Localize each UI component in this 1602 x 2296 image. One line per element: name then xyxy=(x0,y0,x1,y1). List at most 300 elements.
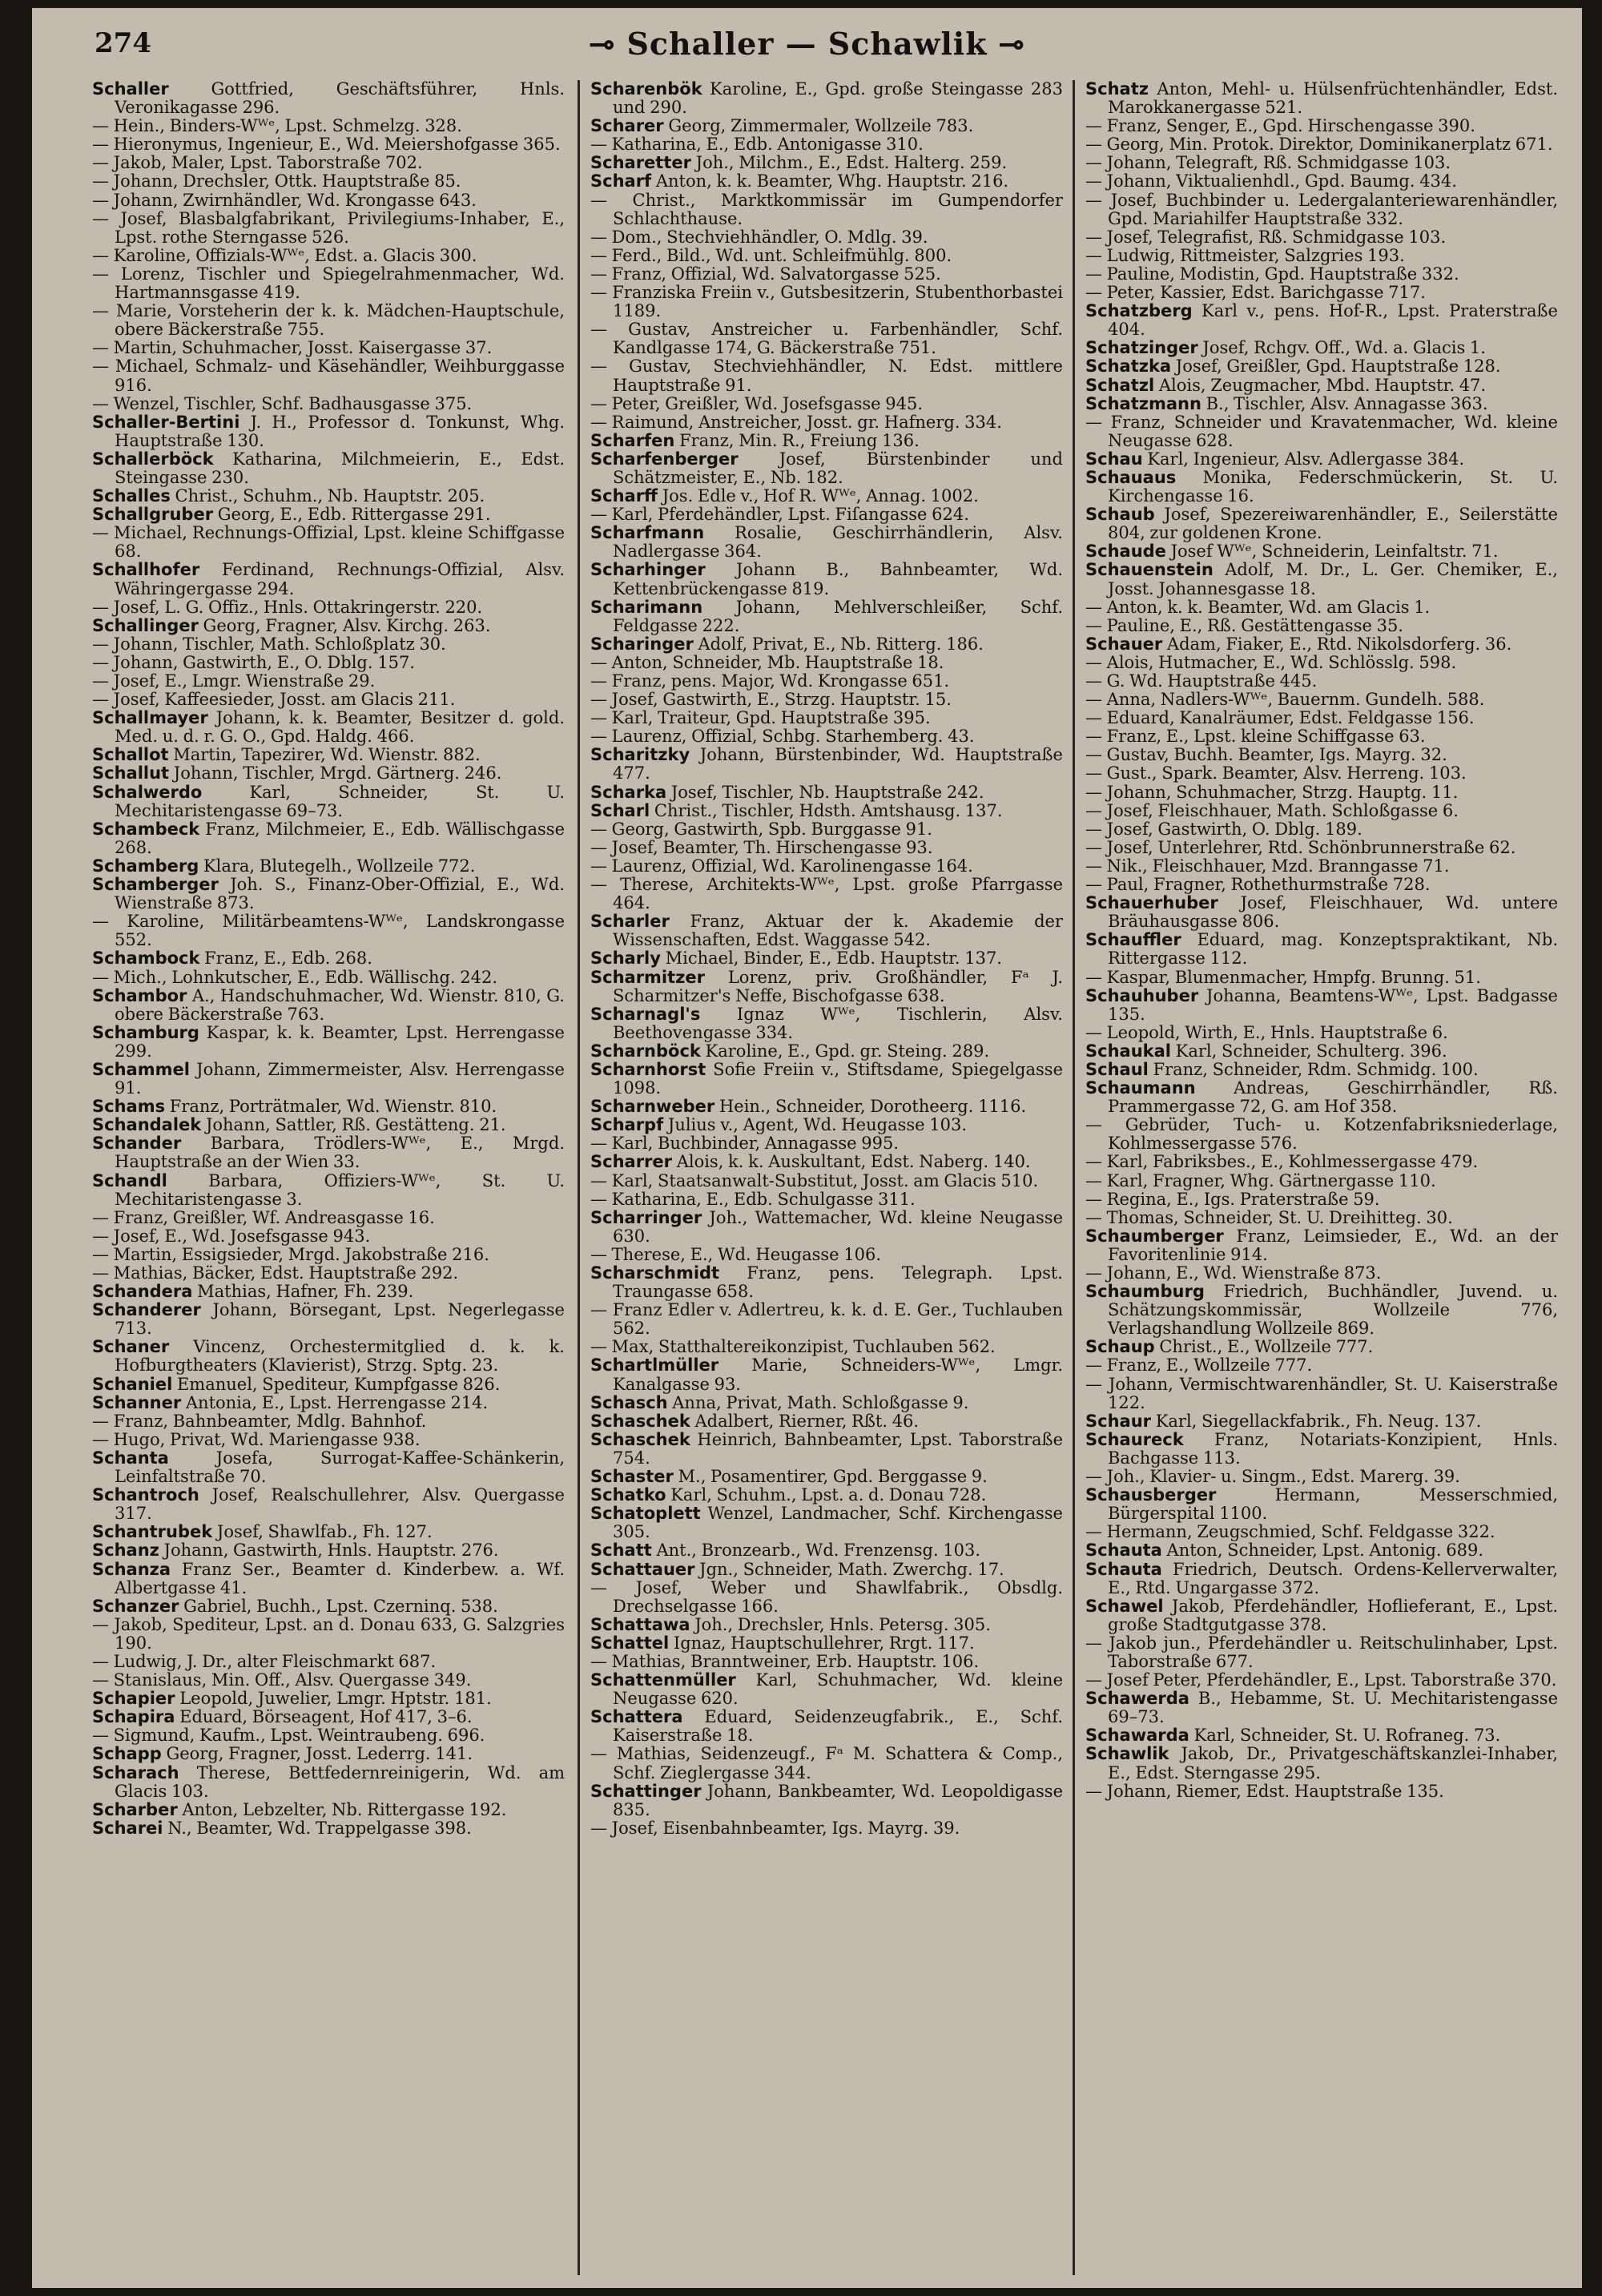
entry-surname: Schams xyxy=(92,1097,166,1117)
directory-entry xyxy=(1085,1172,1558,1190)
directory-entry xyxy=(92,1616,565,1653)
entry-details: Adam, Fiaker, E., Rtd. Nikolsdorferg. 36. xyxy=(1162,634,1512,654)
entry-details: — Thomas, Schneider, St. U. Dreihitteg. 30. xyxy=(1085,1207,1453,1227)
entry-surname: Schartlmüller xyxy=(590,1355,719,1376)
entry-details: Lorenz, priv. Großhändler, Fᵃ J. Scharmitzer's Neffe, Bischofgasse 638. xyxy=(613,967,1063,1005)
entry-details: Antonia, E., Lpst. Herrengasse 214. xyxy=(181,1392,489,1412)
directory-entry xyxy=(590,1653,1063,1671)
entry-details: — Josef, L. G. Offiz., Hnls. Ottakringerstr. 220. xyxy=(92,597,483,617)
entry-surname: Schandl xyxy=(92,1170,167,1190)
entry-details: — Paul, Fragner, Rothethurmstraße 728. xyxy=(1085,875,1431,895)
directory-entry xyxy=(92,783,565,820)
directory-entry xyxy=(590,265,1063,284)
entry-details: — Anna, Nadlers-Wᵂᵉ, Bauernm. Gundelh. 588. xyxy=(1085,690,1485,710)
directory-entry xyxy=(590,1504,1063,1541)
directory-entry xyxy=(92,1394,565,1412)
directory-entry xyxy=(1085,1486,1558,1523)
directory-entry xyxy=(1085,672,1558,691)
entry-details: Hermann, Messerschmied, Bürgerspital 1100. xyxy=(1108,1485,1558,1524)
directory-entry xyxy=(590,1301,1063,1338)
directory-entry xyxy=(590,1745,1063,1782)
entry-surname: Schawlik xyxy=(1085,1744,1169,1764)
directory-entry xyxy=(1085,1042,1558,1061)
entry-details: Eduard, Börseagent, Hof 417, 3–6. xyxy=(175,1707,473,1727)
entry-surname: Schatzka xyxy=(1085,356,1172,377)
entry-details: Johann, Zimmermeister, Alsv. Herrengasse 91. xyxy=(115,1059,565,1098)
entry-details: Georg, E., Edb. Rittergasse 291. xyxy=(213,505,491,525)
directory-entry xyxy=(590,876,1063,912)
entry-details: Heinrich, Bahnbeamter, Lpst. Taborstraße 754. xyxy=(613,1429,1063,1468)
directory-entry xyxy=(590,1708,1063,1745)
entry-surname: Schantrubek xyxy=(92,1522,213,1542)
entry-surname: Schaller xyxy=(92,80,169,99)
entry-surname: Schaner xyxy=(92,1337,170,1357)
directory-entry xyxy=(590,506,1063,524)
directory-entry xyxy=(92,339,565,357)
entry-details: Jos. Edle v., Hof R. Wᵂᵉ, Annag. 1002. xyxy=(658,486,979,506)
directory-entry xyxy=(1085,1264,1558,1283)
entry-details: Georg, Fragner, Josst. Lederrg. 141. xyxy=(161,1744,473,1764)
directory-entry xyxy=(92,1227,565,1246)
entry-details: — Franz, Offizial, Wd. Salvatorgasse 525. xyxy=(590,264,941,284)
column-divider xyxy=(1073,80,1075,2275)
directory-entry xyxy=(92,172,565,191)
directory-entry xyxy=(590,1061,1063,1098)
entry-surname: Schammel xyxy=(92,1059,190,1079)
entry-surname: Schanta xyxy=(92,1448,169,1468)
directory-entry xyxy=(590,432,1063,450)
entry-details: Marie, Schneiders-Wᵂᵉ, Lmgr. Kanalgasse 93. xyxy=(613,1355,1063,1394)
directory-entry xyxy=(1085,395,1558,413)
entry-details: Kaspar, k. k. Beamter, Lpst. Herrengasse 299. xyxy=(115,1022,565,1061)
directory-entry xyxy=(92,1801,565,1819)
entry-details: Rosalie, Geschirrhändlerin, Alsv. Nadlergasse 364. xyxy=(613,523,1063,562)
directory-entry xyxy=(92,1301,565,1338)
entry-details: — Gustav, Stechviehhändler, N. Edst. mittlere Hauptstraße 91. xyxy=(590,356,1063,395)
entry-details: — Johann, E., Wd. Wienstraße 873. xyxy=(1085,1263,1382,1283)
entry-details: — Josef, Buchbinder u. Ledergalanteriewarenhändler, Gpd. Mariahilfer Hauptstraße 332. xyxy=(1085,190,1558,228)
directory-entry xyxy=(92,969,565,987)
page-number: 274 xyxy=(95,27,151,59)
entry-details: Adolf, Privat, E., Nb. Ritterg. 186. xyxy=(693,634,984,654)
entry-surname: Schanzer xyxy=(92,1596,179,1616)
directory-entry xyxy=(590,1468,1063,1486)
entry-details: B., Tischler, Alsv. Annagasse 363. xyxy=(1201,393,1488,413)
directory-entry xyxy=(1085,377,1558,395)
entry-details: — Franziska Freiin v., Gutsbesitzerin, Stubenthorbastei 1189. xyxy=(590,283,1063,321)
entry-details: Christ., Tischler, Hdsth. Amtshausg. 137. xyxy=(650,800,1003,820)
entry-details: — Dom., Stechviehhändler, O. Mdlg. 39. xyxy=(590,227,928,247)
entry-details: — Franz, Greißler, Wf. Andreasgasse 16. xyxy=(92,1207,435,1227)
entry-surname: Schamberg xyxy=(92,856,199,876)
entry-surname: Scharer xyxy=(590,116,664,136)
entry-surname: Schanner xyxy=(92,1392,182,1412)
directory-page xyxy=(32,8,1582,2288)
entry-details: — Josef, Gastwirth, O. Dblg. 189. xyxy=(1085,819,1363,839)
entry-surname: Schallot xyxy=(92,745,169,765)
entry-details: Ferdinand, Rechnungs-Offizial, Alsv. Währingergasse 294. xyxy=(115,560,565,598)
entry-details: — Josef, E., Lmgr. Wienstraße 29. xyxy=(92,671,376,691)
directory-entry xyxy=(92,1338,565,1375)
directory-entry xyxy=(1085,1782,1558,1801)
directory-entry xyxy=(92,987,565,1024)
directory-entry xyxy=(590,395,1063,413)
directory-entry xyxy=(590,1431,1063,1468)
directory-entry xyxy=(1085,357,1558,376)
directory-entry xyxy=(1085,191,1558,228)
entry-surname: Schallinger xyxy=(92,615,199,635)
entry-details: Josef, Tischler, Nb. Hauptstraße 242. xyxy=(666,782,984,802)
directory-entry xyxy=(92,561,565,598)
entry-details: — Lorenz, Tischler und Spiegelrahmenmacher, Wd. Hartmannsgasse 419. xyxy=(92,264,565,303)
entry-surname: Scharringer xyxy=(590,1207,702,1227)
entry-details: — Josef Peter, Pferdehändler, E., Lpst. Taborstraße 370. xyxy=(1085,1670,1557,1690)
entry-details: Karl, Schuhmacher, Wd. kleine Neugasse 620. xyxy=(613,1670,1063,1709)
directory-entry xyxy=(1085,617,1558,635)
entry-details: — Therese, E., Wd. Heugasse 106. xyxy=(590,1244,882,1264)
running-head: ⊸ Schaller — Schawlik ⊸ xyxy=(589,26,1025,62)
entry-surname: Schandalek xyxy=(92,1115,202,1135)
entry-details: Johann, Bürstenbinder, Wd. Hauptstraße 477. xyxy=(613,745,1063,783)
directory-entry xyxy=(590,1005,1063,1042)
entry-details: — Joh., Klavier- u. Singm., Edst. Marerg. 39. xyxy=(1085,1467,1460,1487)
directory-entry xyxy=(92,1412,565,1431)
entry-surname: Schatz xyxy=(1085,80,1149,99)
entry-details: — Johann, Gastwirth, E., O. Dblg. 157. xyxy=(92,652,415,672)
entry-surname: Schauaus xyxy=(1085,467,1177,487)
directory-entry xyxy=(590,635,1063,654)
entry-details: Johann, Mehlverschleißer, Schf. Feldgasse 222. xyxy=(613,597,1063,635)
entry-surname: Schalles xyxy=(92,486,171,506)
directory-entry xyxy=(92,1061,565,1098)
entry-surname: Schallhofer xyxy=(92,560,200,580)
directory-entry xyxy=(590,561,1063,598)
entry-surname: Scharetter xyxy=(590,153,691,173)
entry-details: Katharina, Milchmeierin, E., Edst. Steingasse 230. xyxy=(115,449,565,487)
entry-surname: Scharfmann xyxy=(590,523,705,543)
entry-surname: Schattinger xyxy=(590,1781,702,1801)
entry-surname: Scharschmidt xyxy=(590,1263,720,1283)
entry-details: Franz Ser., Beamter d. Kinderbew. a. Wf. Albertgasse 41. xyxy=(115,1559,565,1597)
entry-details: — Mich., Lohnkutscher, E., Edb. Wällischg. 242. xyxy=(92,967,498,987)
entry-surname: Schaul xyxy=(1085,1059,1149,1079)
directory-entry xyxy=(92,487,565,506)
entry-details: — Mathias, Branntweiner, Erb. Hauptstr. 106. xyxy=(590,1651,980,1671)
entry-details: Ignaz, Hauptschullehrer, Rrgt. 117. xyxy=(669,1633,975,1653)
directory-entry xyxy=(1085,1356,1558,1375)
directory-entry xyxy=(1085,635,1558,654)
entry-details: — Pauline, Modistin, Gpd. Hauptstraße 332. xyxy=(1085,264,1459,284)
entry-details: — Eduard, Kanalräumer, Edst. Feldgasse 156. xyxy=(1085,708,1475,728)
entry-details: Georg, Fragner, Alsv. Kirchg. 263. xyxy=(198,615,491,635)
entry-surname: Schauer xyxy=(1085,634,1163,654)
entry-surname: Schaller-Bertini xyxy=(92,412,240,432)
entry-details: Josef, Rchgv. Off., Wd. a. Glacis 1. xyxy=(1197,338,1486,358)
entry-details: — Ferd., Bild., Wd. unt. Schleifmühlg. 800. xyxy=(590,245,952,265)
directory-entry xyxy=(92,1264,565,1283)
entry-details: Franz, Leimsieder, E., Wd. an der Favoritenlinie 914. xyxy=(1108,1226,1558,1264)
entry-details: — Gustav, Anstreicher u. Farbenhändler, Schf. Kandlgasse 174, G. Bäckerstraße 751. xyxy=(590,320,1063,358)
directory-entry xyxy=(92,1690,565,1708)
entry-surname: Schaschek xyxy=(590,1411,690,1431)
directory-entry xyxy=(590,839,1063,857)
directory-entry xyxy=(92,1449,565,1486)
entry-details: Johann, Börsegant, Lpst. Negerlegasse 713. xyxy=(115,1300,565,1339)
directory-entry xyxy=(1085,1116,1558,1153)
directory-entry xyxy=(92,1597,565,1616)
entry-details: Georg, Zimmermaler, Wollzeile 783. xyxy=(663,116,974,136)
entry-details: — Gust., Spark. Beamter, Alsv. Herreng. 103. xyxy=(1085,763,1467,783)
directory-entry xyxy=(590,357,1063,394)
directory-entry xyxy=(92,1708,565,1726)
entry-details: — Regina, E., Igs. Praterstraße 59. xyxy=(1085,1189,1380,1209)
entry-details: — Georg, Gastwirth, Spb. Burggasse 91. xyxy=(590,819,932,839)
entry-surname: Schawarda xyxy=(1085,1726,1189,1746)
entry-details: Eduard, Seidenzeugfabrik., E., Schf. Kaiserstraße 18. xyxy=(613,1707,1063,1746)
directory-entry xyxy=(1085,857,1558,876)
entry-details: Josef, Spezereiwarenhändler, E., Seilerstätte 804, zur goldenen Krone. xyxy=(1108,505,1558,543)
directory-entry xyxy=(590,1616,1063,1634)
entry-details: Mathias, Hafner, Fh. 239. xyxy=(192,1282,414,1302)
entry-details: — Stanislaus, Min. Off., Alsv. Quergasse 349. xyxy=(92,1670,472,1690)
column-2 xyxy=(590,80,1063,2275)
column-3 xyxy=(1085,80,1558,2275)
entry-details: Josef, Bürstenbinder und Schätzmeister, E., Nb. 182. xyxy=(613,449,1063,487)
entry-details: — Georg, Min. Protok. Direktor, Dominikanerplatz 671. xyxy=(1085,135,1553,155)
directory-entry xyxy=(590,1671,1063,1708)
entry-details: Franz, Schneider, Rdm. Schmidg. 100. xyxy=(1148,1059,1479,1079)
entry-details: Eduard, mag. Konzeptspraktikant, Nb. Rittergasse 112. xyxy=(1108,930,1558,969)
entry-surname: Schanderer xyxy=(92,1300,201,1320)
entry-surname: Scharly xyxy=(590,949,661,969)
directory-entry xyxy=(590,1246,1063,1264)
directory-entry xyxy=(1085,1634,1558,1671)
directory-entry xyxy=(92,210,565,247)
directory-entry xyxy=(92,1561,565,1597)
entry-surname: Schapier xyxy=(92,1689,175,1709)
entry-surname: Scharpf xyxy=(590,1115,664,1135)
directory-entry xyxy=(1085,1412,1558,1431)
entry-details: Franz, Porträtmaler, Wd. Wienstr. 810. xyxy=(165,1097,497,1117)
directory-entry xyxy=(92,709,565,746)
entry-details: — Alois, Hutmacher, E., Wd. Schlösslg. 598. xyxy=(1085,652,1457,672)
entry-surname: Schausberger xyxy=(1085,1485,1217,1505)
entry-details: Martin, Tapezirer, Wd. Wienstr. 882. xyxy=(168,745,481,765)
entry-details: Jakob, Pferdehändler, Hoflieferant, E., Lpst. große Stadtgutgasse 378. xyxy=(1108,1596,1558,1634)
directory-entry xyxy=(1085,542,1558,561)
entry-details: Johann, Gastwirth, Hnls. Hauptstr. 276. xyxy=(159,1541,499,1561)
directory-entry xyxy=(92,876,565,912)
entry-surname: Schanz xyxy=(92,1541,159,1561)
directory-entry xyxy=(92,635,565,654)
directory-entry xyxy=(92,1541,565,1560)
entry-details: — Hein., Binders-Wᵂᵉ, Lpst. Schmelzg. 328. xyxy=(92,116,462,136)
directory-entry xyxy=(1085,450,1558,469)
entry-details: — Laurenz, Offizial, Wd. Karolinengasse 164. xyxy=(590,856,973,876)
entry-surname: Scharfen xyxy=(590,430,675,450)
directory-entry xyxy=(92,1653,565,1671)
page-header xyxy=(32,22,1582,70)
entry-details: Karl v., pens. Hof-R., Lpst. Praterstraße 404. xyxy=(1108,301,1558,340)
entry-details: Klara, Blutegelh., Wollzeile 772. xyxy=(199,856,476,876)
directory-entry xyxy=(1085,931,1558,968)
directory-entry xyxy=(590,1116,1063,1134)
entry-surname: Scharnhorst xyxy=(590,1059,706,1079)
directory-entry xyxy=(92,1246,565,1264)
directory-entry xyxy=(92,117,565,135)
entry-details: — Franz, E., Lpst. kleine Schiffgasse 63. xyxy=(1085,727,1426,747)
entry-details: — Pauline, E., Rß. Gestättengasse 35. xyxy=(1085,615,1403,635)
entry-details: Joh. S., Finanz-Ober-Offizial, E., Wd. Wienstraße 873. xyxy=(115,875,565,913)
entry-details: — Hieronymus, Ingenieur, E., Wd. Meiershofgasse 365. xyxy=(92,135,561,155)
entry-details: — Max, Statthaltereikonzipist, Tuchlauben 562. xyxy=(590,1337,996,1357)
entry-surname: Schaukal xyxy=(1085,1041,1171,1061)
entry-surname: Schallut xyxy=(92,763,170,783)
entry-surname: Schandera xyxy=(92,1282,193,1302)
directory-entry xyxy=(590,1819,1063,1838)
entry-details: A., Handschuhmacher, Wd. Wienstr. 810, G. obere Bäckerstraße 763. xyxy=(115,985,565,1024)
directory-entry xyxy=(92,1172,565,1209)
entry-details: M., Posamentirer, Gpd. Berggasse 9. xyxy=(673,1467,988,1487)
entry-details: — Ludwig, J. Dr., alter Fleischmarkt 687. xyxy=(92,1651,437,1671)
entry-details: — Katharina, E., Edb. Antonigasse 310. xyxy=(590,135,924,155)
directory-entry xyxy=(1085,969,1558,987)
entry-details: — Sigmund, Kaufm., Lpst. Weintraubeng. 696. xyxy=(92,1726,485,1746)
entry-details: Gabriel, Buchh., Lpst. Czerninq. 538. xyxy=(179,1596,498,1616)
directory-entry xyxy=(590,284,1063,320)
entry-surname: Schallgruber xyxy=(92,505,214,525)
directory-columns xyxy=(92,80,1558,2275)
directory-entry xyxy=(590,1782,1063,1819)
directory-entry xyxy=(92,413,565,450)
entry-details: — Josef, E., Wd. Josefsgasse 943. xyxy=(92,1226,371,1246)
entry-details: Gottfried, Geschäftsführer, Hnls. Veronikagasse 296. xyxy=(115,80,565,118)
entry-surname: Schaur xyxy=(1085,1411,1152,1431)
entry-surname: Schaster xyxy=(590,1467,674,1487)
entry-details: — Karl, Fragner, Whg. Gärtnergasse 110. xyxy=(1085,1170,1436,1190)
entry-details: Julius v., Agent, Wd. Heugasse 103. xyxy=(663,1115,968,1135)
directory-entry xyxy=(1085,1597,1558,1634)
directory-entry xyxy=(1085,228,1558,247)
entry-details: Friedrich, Deutsch. Ordens-Kellerverwalter, E., Rtd. Ungargasse 372. xyxy=(1108,1559,1558,1597)
directory-entry xyxy=(92,1671,565,1690)
directory-entry xyxy=(590,1579,1063,1616)
directory-entry xyxy=(590,654,1063,672)
directory-entry xyxy=(590,783,1063,802)
directory-entry xyxy=(92,302,565,339)
entry-details: — Johann, Drechsler, Ottk. Hauptstraße 85. xyxy=(92,171,461,191)
entry-surname: Schattera xyxy=(590,1707,683,1727)
entry-surname: Schauta xyxy=(1085,1541,1162,1561)
entry-details: B., Hebamme, St. U. Mechitaristengasse 69–73. xyxy=(1108,1689,1558,1727)
directory-entry xyxy=(1085,302,1558,339)
entry-details: — Johann, Viktualienhdl., Gpd. Baumg. 434. xyxy=(1085,171,1457,191)
directory-entry xyxy=(590,709,1063,727)
directory-entry xyxy=(590,820,1063,839)
entry-details: — Josef, Kaffeesieder, Josst. am Glacis 211. xyxy=(92,690,456,710)
directory-entry xyxy=(1085,764,1558,783)
entry-surname: Schattawa xyxy=(590,1614,690,1634)
directory-entry xyxy=(1085,709,1558,727)
entry-details: — Franz Edler v. Adlertreu, k. k. d. E. Ger., Tuchlauben 562. xyxy=(590,1300,1063,1339)
directory-entry xyxy=(1085,154,1558,172)
entry-details: — Johann, Riemer, Edst. Hauptstraße 135. xyxy=(1085,1781,1444,1801)
directory-entry xyxy=(590,1412,1063,1431)
directory-entry xyxy=(92,1116,565,1134)
entry-surname: Schaniel xyxy=(92,1374,173,1394)
entry-details: Anton, Schneider, Lpst. Antonig. 689. xyxy=(1161,1541,1483,1561)
directory-entry xyxy=(1085,1209,1558,1227)
entry-details: Monika, Federschmückerin, St. U. Kirchengasse 16. xyxy=(1108,467,1558,506)
entry-details: Alois, Zeugmacher, Mbd. Hauptstr. 47. xyxy=(1154,375,1487,395)
entry-details: — Johann, Schuhmacher, Strzg. Hauptg. 11. xyxy=(1085,782,1459,802)
directory-entry xyxy=(1085,469,1558,506)
directory-entry xyxy=(92,1134,565,1171)
entry-details: Barbara, Offiziers-Wᵂᵉ, St. U. Mechitaristengasse 3. xyxy=(115,1170,565,1209)
entry-details: — Josef, Blasbalgfabrikant, Privilegiums-Inhaber, E., Lpst. rothe Sterngasse 526. xyxy=(92,208,565,247)
entry-surname: Scharmitzer xyxy=(590,967,705,987)
entry-details: — Karoline, Militärbeamtens-Wᵂᵉ, Landskrongasse 552. xyxy=(92,912,565,950)
entry-details: Josef, Fleischhauer, Wd. untere Bräuhausgasse 806. xyxy=(1108,893,1558,932)
entry-details: — Wenzel, Tischler, Schf. Badhausgasse 375. xyxy=(92,393,473,413)
entry-surname: Schau xyxy=(1085,449,1143,469)
directory-entry xyxy=(1085,654,1558,672)
entry-details: — Raimund, Anstreicher, Josst. gr. Hafnerg. 334. xyxy=(590,412,1002,432)
entry-details: — Karoline, Offizials-Wᵂᵉ, Edst. a. Glacis 300. xyxy=(92,245,477,265)
directory-entry xyxy=(1085,1523,1558,1541)
entry-details: — Leopold, Wirth, E., Hnls. Hauptstraße 6. xyxy=(1085,1022,1448,1042)
directory-entry xyxy=(590,949,1063,968)
entry-surname: Schauta xyxy=(1085,1559,1162,1579)
directory-entry xyxy=(590,1356,1063,1393)
entry-details: — Michael, Rechnungs-Offizial, Lpst. kleine Schiffgasse 68. xyxy=(92,523,565,562)
entry-surname: Schauerhuber xyxy=(1085,893,1218,913)
entry-details: Josefa, Surrogat-Kaffee-Schänkerin, Leinfaltstraße 70. xyxy=(115,1448,565,1487)
entry-details: Franz, Min. R., Freiung 136. xyxy=(674,430,920,450)
entry-details: Anna, Privat, Math. Schloßgasse 9. xyxy=(667,1392,969,1412)
directory-entry xyxy=(1085,117,1558,135)
entry-details: — Franz, Schneider und Kravatenmacher, Wd. kleine Neugasse 628. xyxy=(1085,412,1558,450)
entry-surname: Schallerböck xyxy=(92,449,214,469)
entry-details: Franz, E., Edb. 268. xyxy=(199,949,372,969)
directory-entry xyxy=(1085,413,1558,450)
entry-details: — Hermann, Zeugschmied, Schf. Feldgasse 322. xyxy=(1085,1522,1495,1542)
entry-surname: Schattel xyxy=(590,1633,670,1653)
entry-surname: Schaureck xyxy=(1085,1429,1184,1449)
directory-entry xyxy=(590,1338,1063,1356)
directory-entry xyxy=(92,395,565,413)
entry-details: — Mathias, Bäcker, Edst. Hauptstraße 292. xyxy=(92,1263,459,1283)
entry-surname: Scharf xyxy=(590,171,652,191)
entry-surname: Schatzberg xyxy=(1085,301,1193,321)
entry-surname: Scharei xyxy=(92,1818,163,1838)
directory-entry xyxy=(92,691,565,709)
directory-entry xyxy=(590,1042,1063,1061)
directory-entry xyxy=(590,727,1063,746)
directory-entry xyxy=(92,857,565,876)
directory-entry xyxy=(590,1153,1063,1171)
entry-details: — Johann, Telegraft, Rß. Schmidgasse 103. xyxy=(1085,153,1451,173)
entry-details: Barbara, Trödlers-Wᵂᵉ, E., Mrgd. Hauptstraße an der Wien 33. xyxy=(115,1134,565,1172)
entry-surname: Schatzmann xyxy=(1085,393,1202,413)
entry-surname: Scharff xyxy=(590,486,658,506)
entry-details: — Peter, Greißler, Wd. Josefsgasse 945. xyxy=(590,393,924,413)
directory-entry xyxy=(590,154,1063,172)
directory-entry xyxy=(590,228,1063,247)
entry-surname: Scharhinger xyxy=(590,560,706,580)
directory-entry xyxy=(1085,135,1558,154)
directory-entry xyxy=(1085,1227,1558,1264)
